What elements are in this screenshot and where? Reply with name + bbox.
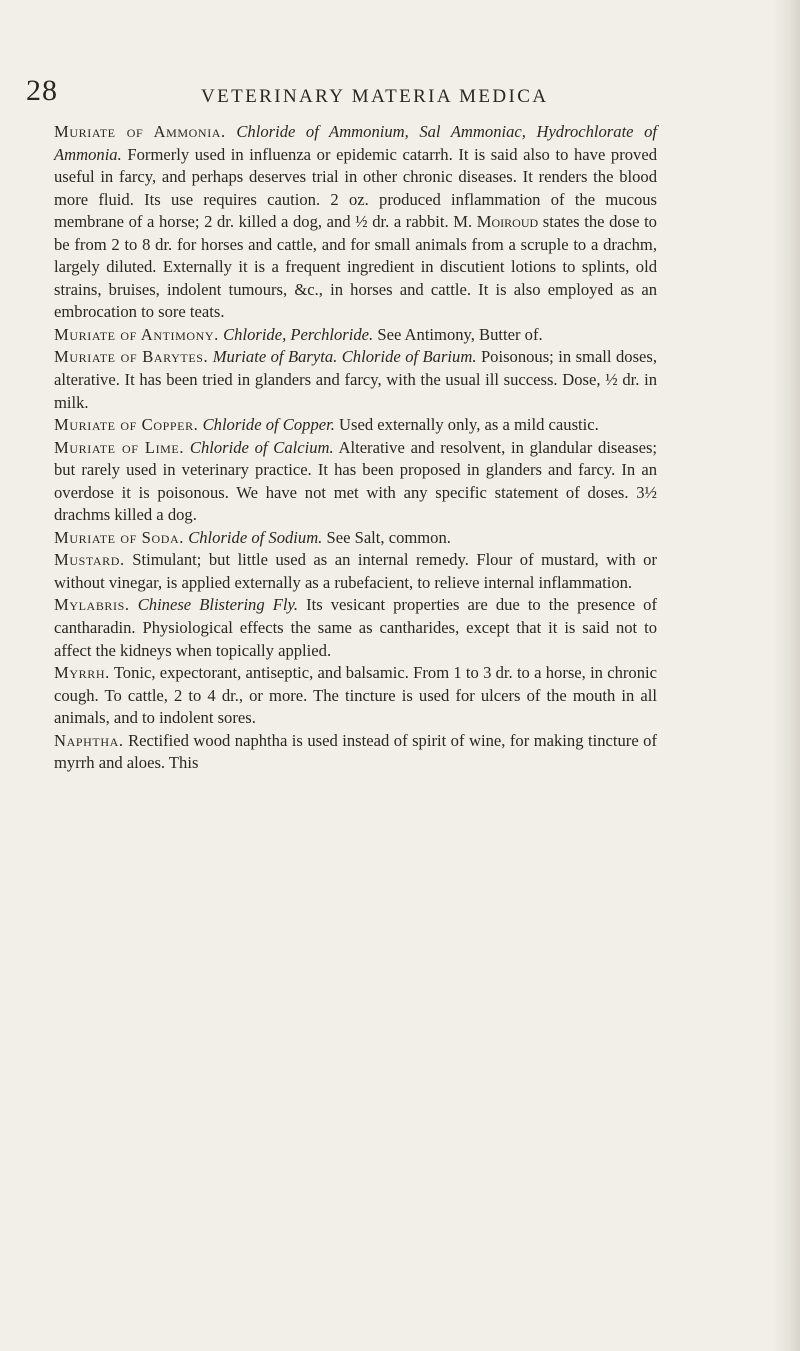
entry-synonyms: Chloride, Perchloride.	[223, 324, 374, 344]
entry-muriate-of-barytes	[54, 346, 657, 414]
entry-myrrh	[54, 662, 657, 730]
entry-mustard	[54, 549, 657, 594]
entry-text: Formerly used in influenza or epidemic catarrh. It is said also to have proved useful in farcy, and perhaps deserves trial in other chronic diseases. It renders the blood more fluid. Its use requires caution. 2 oz. produced inflammation of the mucous membrane of a horse; 2 dr. killed a dog, and ½ dr. a rabbit. M.	[54, 144, 657, 232]
entry-text: See Antimony, Butter of.	[377, 324, 543, 344]
body-text	[54, 121, 657, 775]
entry-muriate-of-soda	[54, 527, 657, 550]
entry-term: Muriate of Barytes.	[54, 347, 209, 367]
entry-term: Naphtha.	[54, 730, 124, 750]
entry-text: Used externally only, as a mild caustic.	[339, 415, 599, 435]
entry-term: Muriate of Copper.	[54, 415, 199, 435]
entry-term: Myrrh.	[54, 663, 110, 683]
entry-synonyms: Chloride of Sodium.	[188, 527, 323, 547]
running-title: VETERINARY MATERIA MEDICA	[201, 86, 549, 107]
entry-text: Rectified wood naphtha is used instead of spirit of wine, for making tincture of myrrh and aloes. This	[54, 730, 657, 773]
entry-naphtha	[54, 730, 657, 775]
entry-muriate-of-antimony	[54, 324, 657, 347]
entry-mylabris	[54, 594, 657, 662]
entry-synonyms: Chloride of Ammonium, Sal Ammoniac, Hydrochlorate of Ammonia.	[54, 122, 657, 164]
entry-text: See Salt, common.	[326, 527, 451, 547]
entry-synonyms: Chinese Blistering Fly.	[137, 595, 299, 615]
entry-text: Tonic, expectorant, antiseptic, and balsamic. From 1 to 3 dr. to a horse, in chronic cough. To cattle, 2 to 4 dr., or more. The tincture is used for ulcers of the mouth in all animals, and to indolent sores.	[54, 663, 657, 728]
entry-text: Alterative and resolvent, in glandular diseases; but rarely used in veterinary practice. It has been proposed in glanders and farcy. In an overdose it is poisonous. We have not met with any specific statement of doses. 3½ drachms killed a dog.	[54, 437, 658, 525]
entry-text: Its vesicant properties are due to the presence of cantharadin. Physiological effects the same as cantharides, except that it is said not to affect the kidneys when topically applied.	[54, 595, 657, 660]
entry-muriate-of-ammonia	[54, 121, 657, 324]
entry-term: Muriate of Lime.	[54, 437, 185, 457]
entry-term: Muriate of Antimony.	[54, 324, 219, 344]
running-head	[26, 74, 666, 118]
author-name: Moiroud	[476, 212, 539, 232]
entry-term: Mylabris.	[54, 595, 130, 615]
entry-synonyms: Chloride of Calcium.	[189, 437, 334, 457]
entry-term: Muriate of Ammonia.	[54, 122, 226, 141]
entry-text: Poisonous; in small doses, alterative. It has been tried in glanders and farcy, with the usual ill success. Dose, ½ dr. in milk.	[54, 347, 657, 412]
entry-term: Muriate of Soda.	[54, 527, 185, 547]
entry-synonyms: Muriate of Baryta. Chloride of Barium.	[212, 347, 477, 367]
entry-term: Mustard.	[54, 550, 125, 570]
page-number: 28	[26, 74, 58, 107]
entry-text: Stimulant; but little used as an internal remedy. Flour of mustard, with or without vinegar, is applied externally as a rubefacient, to relieve internal inflammation.	[54, 550, 658, 592]
entry-muriate-of-copper	[54, 414, 657, 437]
entry-synonyms: Chloride of Copper.	[202, 415, 335, 435]
entry-muriate-of-lime	[54, 437, 657, 527]
page-edge-shadow	[774, 0, 800, 1351]
entry-text-continued: states the dose to be from 2 to 8 dr. for horses and cattle, and for small animals from a scruple to a drachm, largely diluted. Externally it is a frequent ingredient in discutient lotions to splints, old strains, bruises, indolent tumours, &c., in horses and cattle. It is also employed as an embrocation to sore teats.	[54, 212, 657, 322]
